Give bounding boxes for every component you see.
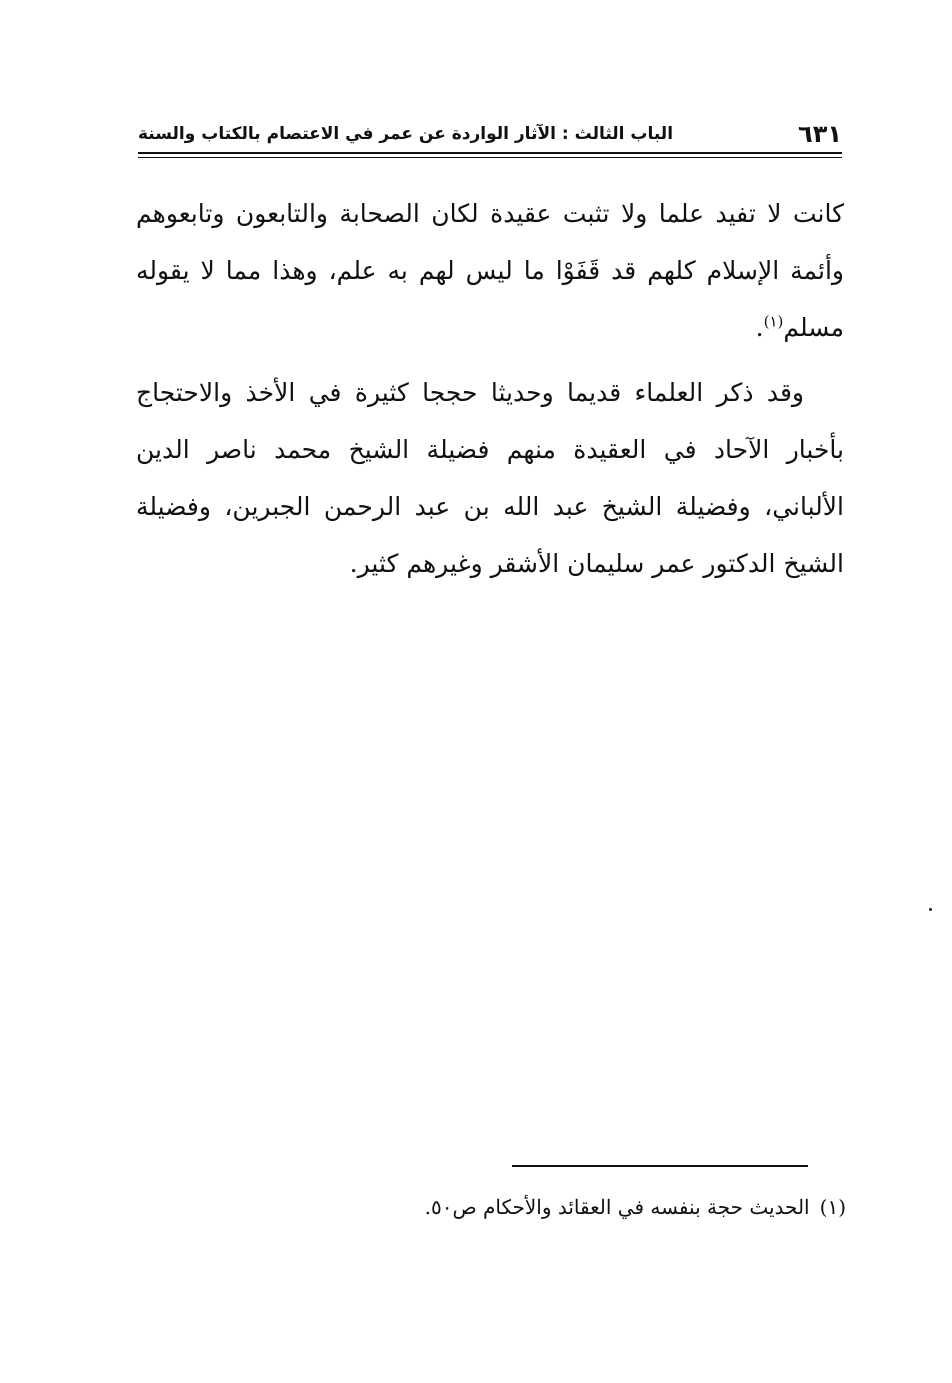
paragraph-1 bbox=[136, 185, 844, 356]
scan-speck bbox=[929, 908, 932, 911]
paragraph-1-end: . bbox=[755, 313, 764, 342]
footnote bbox=[300, 1190, 846, 1224]
footnote-text: الحديث حجة بنفسه في العقائد والأحكام ص٥٠. bbox=[424, 1195, 810, 1219]
main-text bbox=[136, 185, 844, 600]
paragraph-2: وقد ذكر العلماء قديما وحديثا حججا كثيرة في الأخذ والاحتجاج بأخبار الآحاد في العقيدة منهم فضيلة الشيخ محمد ناصر الدين الألباني، وفضيلة الشيخ عبد الله بن عبد الرحمن الجبرين، وفضيلة الشيخ الدكتور عمر سليمان الأشقر وغيرهم كثير. bbox=[136, 378, 844, 578]
footnote-number: (١) bbox=[819, 1195, 846, 1219]
page-header bbox=[138, 118, 842, 154]
page-number: ٦٣١ bbox=[798, 120, 842, 148]
header-rule-thin bbox=[138, 157, 842, 158]
paragraph-1-text: كانت لا تفيد علما ولا تثبت عقيدة لكان الصحابة والتابعون وتابعوهم وأئمة الإسلام كلهم قد قَفَوْا ما ليس لهم به علم، وهذا مما لا يقوله مسلم bbox=[136, 199, 844, 342]
footnote-reference: (١) bbox=[763, 312, 784, 331]
footnote-separator bbox=[512, 1165, 808, 1167]
running-title: الباب الثالث : الآثار الواردة عن عمر في الاعتصام بالكتاب والسنة bbox=[138, 124, 674, 144]
header-rule bbox=[138, 152, 842, 154]
